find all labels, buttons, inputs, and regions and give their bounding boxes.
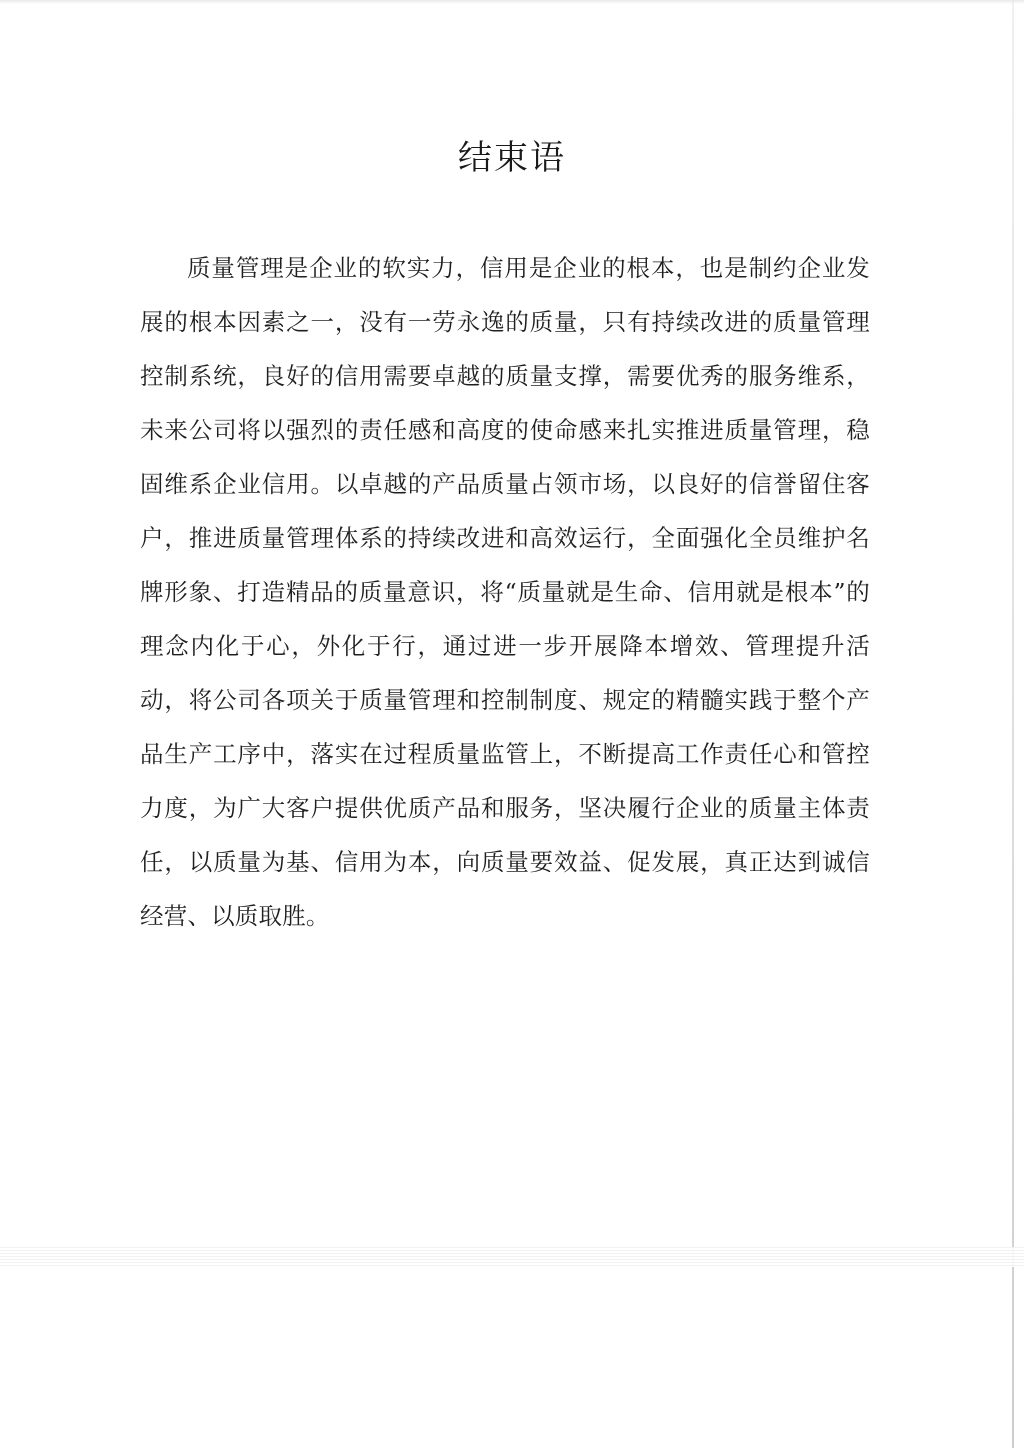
body-paragraph: 质量管理是企业的软实力，信用是企业的根本，也是制约企业发展的根本因素之一，没有一劳永逸的质量，只有持续改进的质量管理控制系统，良好的信用需要卓越的质量支撑，需要优秀的服务维系，未来公司将以强烈的责任感和高度的使命感来扎实推进质量管理，稳固维系企业信用。以卓越的产品质量占领市场，以良好的信誉留住客户，推进质量管理体系的持续改进和高效运行，全面强化全员维护名牌形象、打造精品的质量意识，将“质量就是生命、信用就是根本”的理念内化于心，外化于行，通过进一步开展降本增效、管理提升活动，将公司各项关于质量管理和控制制度、规定的精髓实践于整个产品生产工序中，落实在过程质量监管上，不断提高工作责任心和管控力度，为广大客户提供优质产品和服务，坚决履行企业的质量主体责任，以质量为基、信用为本，向质量要效益、促发展，真正达到诚信经营、以质取胜。 [140, 254, 870, 930]
scan-artifact-right-edge [1012, 0, 1014, 1448]
scan-artifact-top [0, 0, 1024, 4]
scan-artifact-band [0, 1247, 1024, 1267]
page-title: 结束语 [458, 138, 566, 178]
